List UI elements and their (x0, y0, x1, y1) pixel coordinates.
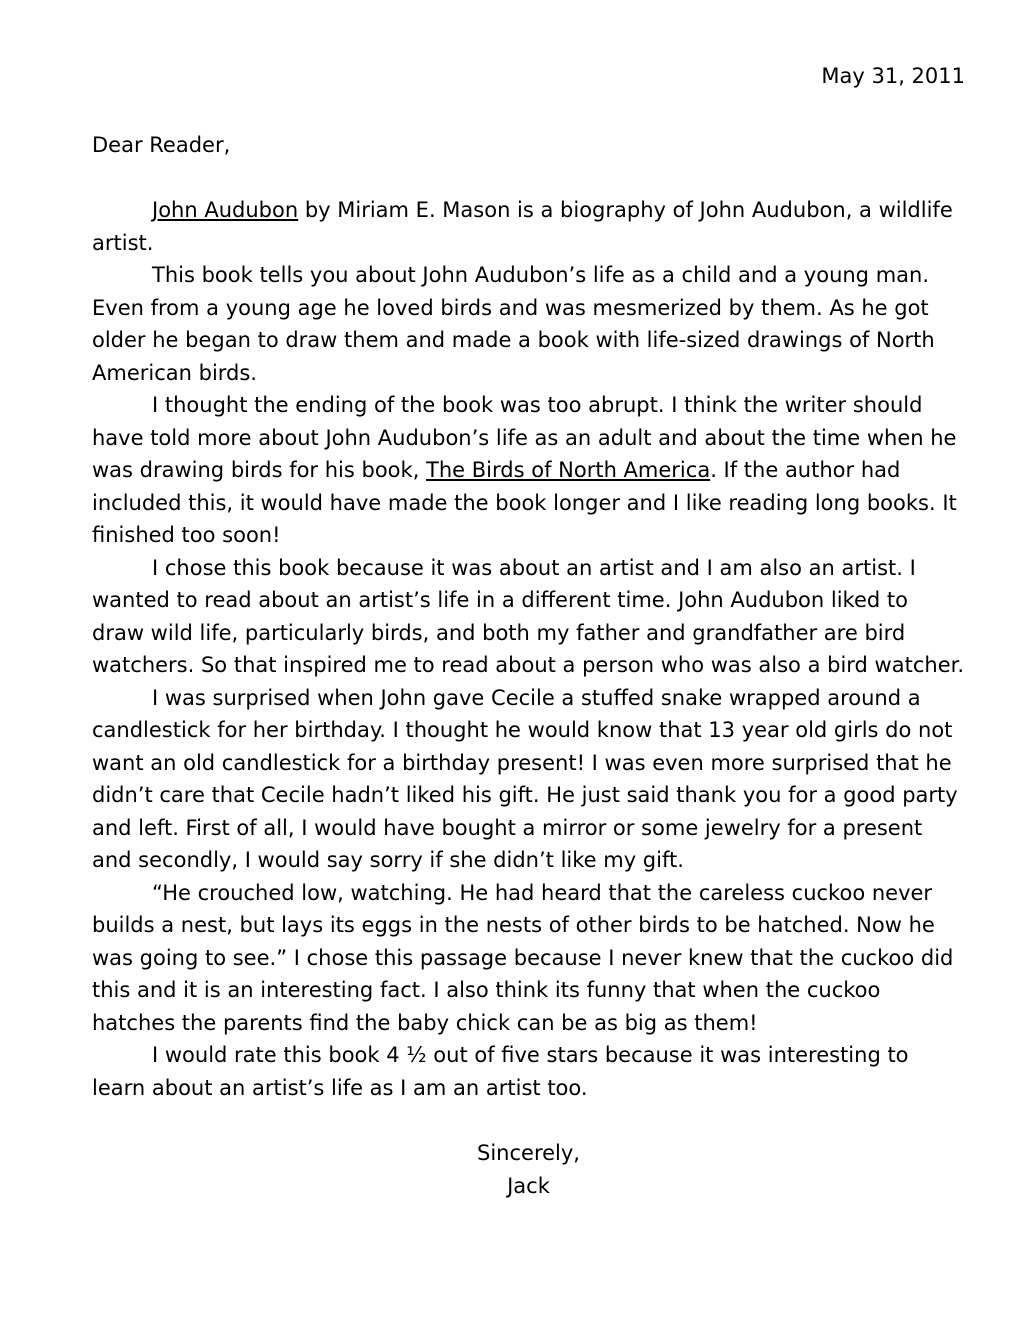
paragraph-opinion-ending (92, 389, 965, 552)
paragraph-text: I would rate this book 4 ½ out of five stars because it was interesting to learn about an artist’s life as I am an artist too. (92, 1043, 909, 1100)
signature: Jack (507, 1173, 550, 1198)
book-title-underlined: The Birds of North America (426, 458, 711, 482)
paragraph-text: “He crouched low, watching. He had heard that the careless cuckoo never builds a nest, but lays its eggs in the nests of other birds to be hatched. Now he was going to see.” I chose this passage because I never knew that the cuckoo did this and it is an interesting fact. I also think its funny that when the cuckoo hatches the parents find the baby chick can be as big as them! (92, 880, 954, 1035)
paragraph-why-chosen (92, 552, 965, 682)
paragraph-text: I thought the ending of the book was too abrupt. I think the writer should have told more about John Audubon’s life as an adult and about the time when he was drawing birds for his book, (92, 393, 957, 482)
paragraph-book-intro (92, 194, 965, 259)
closing: Sincerely, (477, 1141, 580, 1165)
paragraph-quote-passage (92, 877, 965, 1040)
closing-block (92, 1137, 965, 1202)
salutation: Dear Reader, (92, 132, 231, 157)
paragraph-text: I chose this book because it was about an artist and I am also an artist. I wanted to read about an artist’s life in a different time. John Audubon liked to draw wild life, particularly birds, and both my father and grandfather are bird watchers. So that inspired me to read about a person who was also a bird watcher. (92, 555, 964, 677)
paragraph-surprise (92, 682, 965, 877)
paragraph-rating (92, 1039, 965, 1104)
paragraph-text: This book tells you about John Audubon’s life as a child and a young man. Even from a young age he loved birds and was mesmerized by them. As he got older he began to draw them and made a book with life-sized drawings of North American birds. (92, 263, 935, 385)
paragraph-text: . If the author had included this, it would have made the book longer and I like reading long books. It finished too soon! (92, 458, 957, 547)
paragraph-text: by Miriam E. Mason is a biography of John Audubon, a wildlife artist. (92, 198, 953, 255)
paragraph-text: I was surprised when John gave Cecile a stuffed snake wrapped around a candlestick for her birthday. I thought he would know that 13 year old girls do not want an old candlestick for a birthday present! I was even more surprised that he didn’t care that Cecile hadn’t liked his gift. He just said thank you for a good party and left. First of all, I would have bought a mirror or some jewelry for a present and secondly, I would say sorry if she didn’t like my gift. (92, 685, 958, 872)
paragraph-summary (92, 259, 965, 389)
book-title-underlined: John Audubon (152, 198, 299, 222)
letter-date: May 31, 2011 (821, 64, 965, 88)
